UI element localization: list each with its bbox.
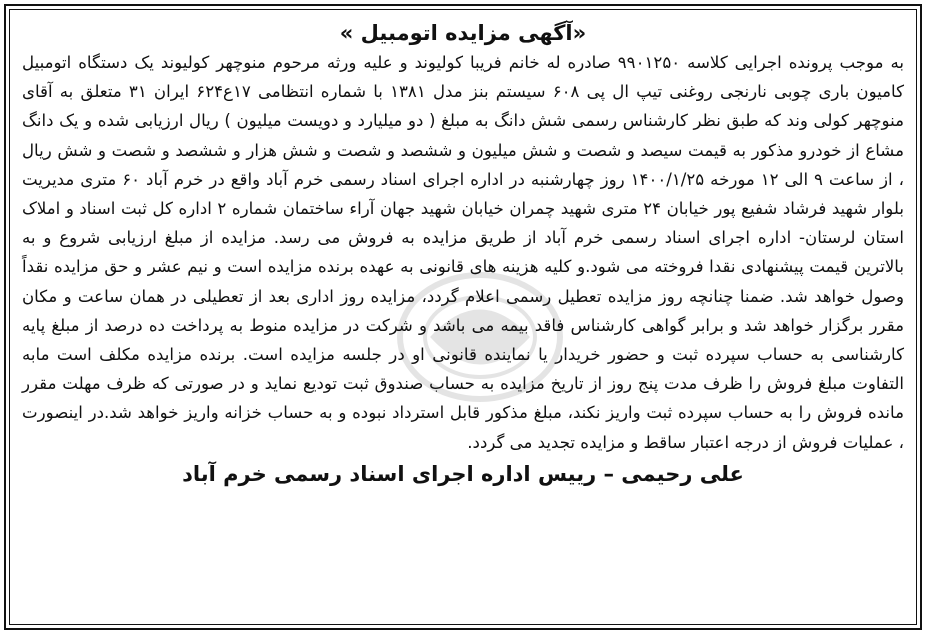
notice-signature: علی رحیمی – رییس اداره اجرای اسناد رسمی خرم آباد xyxy=(182,461,744,486)
auction-notice xyxy=(9,9,917,625)
notice-body: به موجب پرونده اجرایی کلاسه ۹۹۰۱۲۵۰ صادره له خانم فریبا کولیوند و علیه ورثه مرحوم منوچهر کولیوند یک دستگاه اتومبیل کامیون باری چوبی نارنجی روغنی تیپ ال پی ۶۰۸ سیستم بنز مدل ۱۳۸۱ با شماره انتظامی ۱۷ع۶۲۴ ایران ۳۱ متعلق به آقای منوچهر کولی وند که طبق نظر کارشناس رسمی شش دانگ به مبلغ ( دو میلیارد و دویست میلیون ) ریال ارزیابی شده و یک دانگ مشاع از خودرو مذکور به قیمت سیصد و شصت و شش میلیون و ششصد و شصت و شش هزار و ششصد و شصت و شش ریال ، از ساعت ۹ الی ۱۲ مورخه ۱۴۰۰/۱/۲۵ روز چهارشنبه در اداره اجرای اسناد رسمی خرم آباد واقع در خرم آباد ۶۰ متری مدیریت بلوار شهید فرشاد شفیع پور خیابان ۲۴ متری شهید چمران خیابان شهید جهان آراء ساختمان شماره ۲ اداره کل ثبت اسناد و املاک استان لرستان- اداره اجرای اسناد رسمی خرم آباد از طریق مزایده به فروش می رسد. مزایده از مبلغ ارزیابی شروع و به بالاترین قیمت پیشنهادی نقدا فروخته می شود.و کلیه هزینه های قانونی به عهده برنده مزایده است و نیم عشر و حق مزایده نقداً وصول خواهد شد. ضمنا چنانچه روز مزایده تعطیل رسمی اعلام گردد، مزایده روز اداری بعد از تعطیلی در همان ساعت و مکان مقرر برگزار خواهد شد و برابر گواهی کارشناس فاقد بیمه می باشد و شرکت در مزایده منوط به پرداخت ده درصد از مبلغ پایه کارشناسی به حساب سپرده ثبت و حضور خریدار یا نماینده قانونی او در جلسه مزایده است. برنده مزایده مکلف است مابه التفاوت مبلغ فروش را ظرف مدت پنج روز از تاریخ مزایده به حساب صندوق ثبت تودیع نماید و در صورتی که ظرف مهلت مقرر مانده فروش را به حساب سپرده ثبت واریز نکند، مبلغ مذکور قابل استرداد نبوده و به حساب خزانه واریز خواهد شد.در اینصورت ، عملیات فروش از درجه اعتبار ساقط و مزایده تجدید می گردد. xyxy=(22,53,904,452)
notice-title: «آگهی مزایده اتومبیل » xyxy=(339,21,587,45)
